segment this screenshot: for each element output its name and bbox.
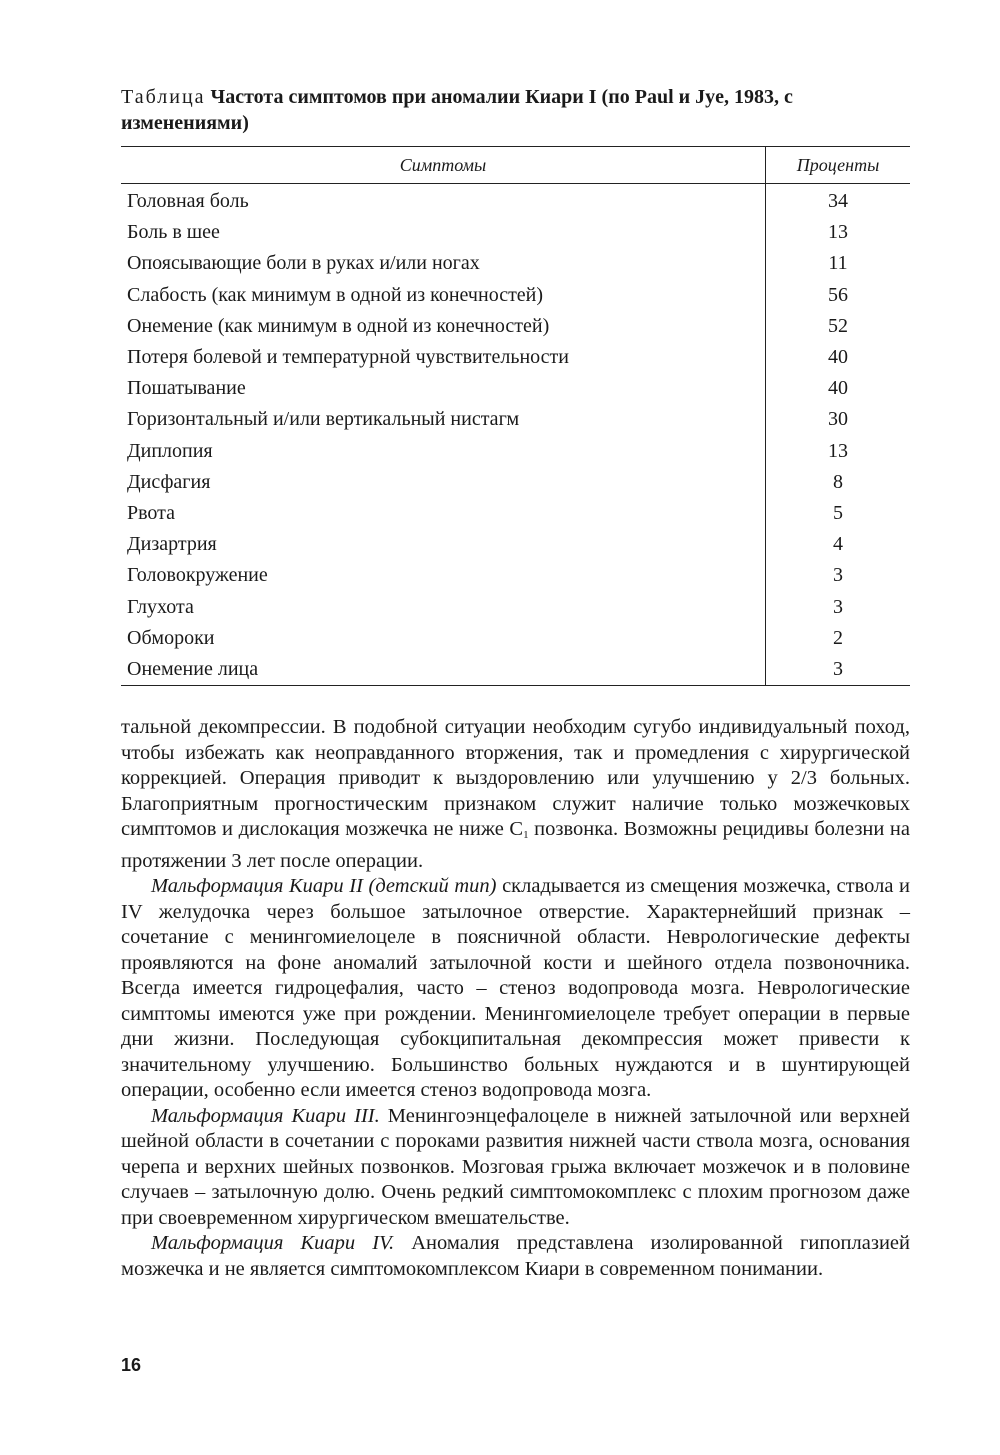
percent-cell: 34 <box>828 190 848 213</box>
symptom-cell: Глухота <box>121 591 766 622</box>
table-row <box>121 342 910 373</box>
percent-cell: 52 <box>828 314 848 337</box>
percent-cell: 40 <box>828 346 848 369</box>
symptom-cell: Диплопия <box>121 436 766 467</box>
percent-cell: 3 <box>766 654 911 686</box>
symptom-cell: Головная боль <box>121 184 766 218</box>
header-symptoms: Симптомы <box>121 147 766 184</box>
paragraph-2-text: складывается из смещения мозжечка, ствола и IV желудочка через большое затылочное отверстие. Характернейший признак – сочетание с менингомиелоцеле в поясничной области. Неврологические дефекты проявляются на фоне аномалий затылочной кости и шейного отдела позвоночника. Всегда имеется гидроцефалия, часто – стеноз водопровода мозга. Неврологические симптомы имеются уже при рождении. Менингомиелоцеле требует операции в первые дни жизни. Последующая субокципитальная декомпрессия может привести к значительному улучшению. Большинство больных нуждаются и в шунтирующей операции, особенно если имеется стеноз водопровода мозга. <box>121 875 910 1101</box>
symptom-frequency-table <box>121 146 910 686</box>
percent-cell: 13 <box>828 221 848 244</box>
page-number: 16 <box>121 1355 142 1375</box>
symptom-cell: Опоясывающие боли в руках и/или ногах <box>121 248 766 279</box>
table-caption-title: Частота симптомов при аномалии Киари I (по Paul и Jye, 1983, с изменениями) <box>121 86 793 134</box>
table-row <box>121 529 910 560</box>
symptom-cell: Горизонтальный и/или вертикальный нистагм <box>121 404 766 435</box>
header-percent: Проценты <box>766 147 911 184</box>
paragraph-1-text-b: позвонка. Возможны рецидивы болезни на протяжении 3 лет после операции. <box>121 818 910 872</box>
table-row <box>121 184 910 218</box>
symptom-cell: Боль в шее <box>121 217 766 248</box>
symptom-cell: Дисфагия <box>121 467 766 498</box>
table-row <box>121 217 910 248</box>
percent-cell: 11 <box>828 252 848 275</box>
table-row <box>121 498 910 529</box>
table-row <box>121 591 910 622</box>
percent-cell: 56 <box>828 283 848 306</box>
percent-cell: 5 <box>833 501 843 524</box>
table-row <box>121 373 910 404</box>
paragraph-1 <box>121 715 910 874</box>
symptom-cell: Головокружение <box>121 560 766 591</box>
table-row <box>121 560 910 591</box>
paragraph-1-subscript: 1 <box>523 829 529 841</box>
table-row <box>121 436 910 467</box>
percent-cell: 8 <box>833 470 843 493</box>
paragraph-1-text-a: тальной декомпрессии. В подобной ситуации необходим сугубо индивидуальный поход, чтобы избежать как неоправданного вторжения, так и промедления с хирургической коррекцией. Операция приводит к выздоровлению или улучшению у 2/3 больных. Благоприятным прогностическим признаком служит наличие только мозжечковых симптомов и дислокация мозжечка не ниже C <box>121 716 910 840</box>
table-caption <box>121 84 910 136</box>
table-row <box>121 404 910 435</box>
paragraph-3-lead: Мальформация Киари III. <box>151 1104 380 1127</box>
table-row <box>121 311 910 342</box>
percent-cell: 30 <box>828 408 848 431</box>
symptom-cell: Дизартрия <box>121 529 766 560</box>
table-row <box>121 654 910 686</box>
percent-cell: 40 <box>828 377 848 400</box>
body-text <box>121 715 910 1282</box>
symptom-cell: Обмороки <box>121 623 766 654</box>
paragraph-4 <box>121 1231 910 1282</box>
symptom-cell: Онемение (как минимум в одной из конечностей) <box>121 311 766 342</box>
table-caption-label: Таблица <box>121 86 206 108</box>
table-row <box>121 623 910 654</box>
percent-cell: 13 <box>828 439 848 462</box>
paragraph-4-lead: Мальформация Киари IV. <box>151 1232 395 1254</box>
percent-cell: 3 <box>833 595 843 618</box>
paragraph-3 <box>121 1104 910 1232</box>
table-row <box>121 280 910 311</box>
symptom-cell: Онемение лица <box>121 654 766 686</box>
paragraph-4-text: Аномалия представлена изолированной гипоплазией мозжечка и не является симптомокомплексом Киари в современном понимании. <box>121 1232 910 1280</box>
percent-cell: 3 <box>833 564 843 587</box>
percent-cell: 2 <box>833 626 843 649</box>
page-content <box>121 84 910 1282</box>
paragraph-2-lead: Мальформация Киари II (детский тип) <box>151 875 497 897</box>
table-row <box>121 248 910 279</box>
table-body <box>121 184 910 686</box>
paragraph-3-text: Менингоэнцефалоцеле в нижней затылочной или верхней шейной области в сочетании с пороками развития нижней части ствола мозга, основания черепа и верхних шейных позвонков. Мозговая грыжа включает мозжечок и в половине случаев – затылочную долю. Очень редкий симптомокомплекс с плохим прогнозом даже при своевременном хирургическом вмешательстве. <box>121 1104 910 1229</box>
symptom-cell: Рвота <box>121 498 766 529</box>
symptom-cell: Пошатывание <box>121 373 766 404</box>
table-header-row <box>121 147 910 184</box>
symptom-cell: Слабость (как минимум в одной из конечностей) <box>121 280 766 311</box>
percent-cell: 4 <box>833 533 843 556</box>
paragraph-2 <box>121 874 910 1104</box>
table-row <box>121 467 910 498</box>
symptom-cell: Потеря болевой и температурной чувствительности <box>121 342 766 373</box>
